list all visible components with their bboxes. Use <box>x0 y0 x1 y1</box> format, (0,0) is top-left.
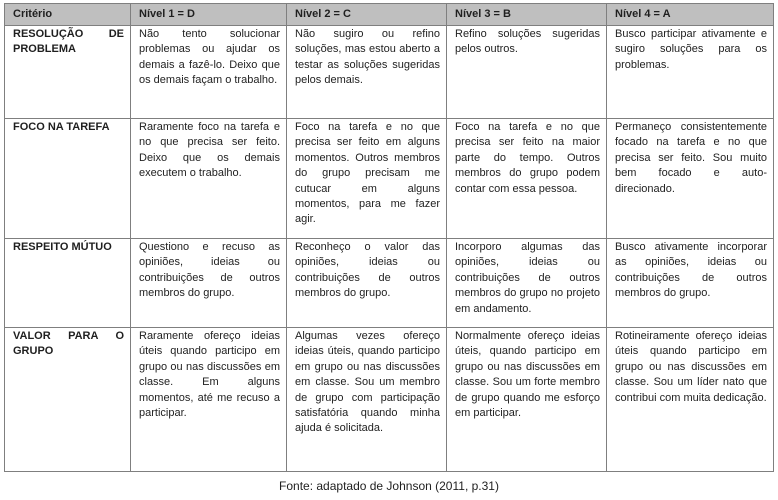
criterion-cell: RESOLUÇÃO DE PROBLEMA <box>5 26 131 119</box>
level-cell: Algumas vezes ofereço ideias úteis, quando participo em grupo ou nas discussões em classe. Sou um membro de grupo com participação satisfatória quando minha ajuda é solicitada. <box>287 328 447 472</box>
level-cell: Busco ativamente incorporar as opiniões, ideias ou contribuições de outros membros do grupo. <box>607 239 774 328</box>
table-row <box>5 26 774 119</box>
table-caption: Fonte: adaptado de Johnson (2011, p.31) <box>279 479 499 493</box>
level-cell: Rotineiramente ofereço ideias úteis quando participo em grupo ou nas discussões em classe. Sou um líder nato que contribui com muita dedicação. <box>607 328 774 472</box>
criterion-cell: FOCO NA TAREFA <box>5 119 131 239</box>
header-level-2: Nível 2 = C <box>287 4 447 26</box>
level-cell: Raramente ofereço ideias úteis quando participo em grupo ou nas discussões em classe. Em alguns momentos, até me recuso a participar. <box>131 328 287 472</box>
level-cell: Foco na tarefa e no que precisa ser feito na maior parte do tempo. Outros membros do grupo podem contar com essa pessoa. <box>447 119 607 239</box>
table-row <box>5 328 774 472</box>
header-row <box>5 4 774 26</box>
level-cell: Incorporo algumas das opiniões, ideias ou contribuições de outros membros do grupo no projeto em andamento. <box>447 239 607 328</box>
level-cell: Raramente foco na tarefa e no que precisa ser feito. Deixo que os demais executem o trabalho. <box>131 119 287 239</box>
level-cell: Permaneço consistentemente focado na tarefa e no que precisa ser feito. Sou muito bem focado e auto-direcionado. <box>607 119 774 239</box>
level-cell: Foco na tarefa e no que precisa ser feito em alguns momentos. Outros membros do grupo precisam me cutucar em alguns momentos, para me fazer agir. <box>287 119 447 239</box>
level-cell: Reconheço o valor das opiniões, ideias ou contribuições de outros membros do grupo. <box>287 239 447 328</box>
level-cell: Refino soluções sugeridas pelos outros. <box>447 26 607 119</box>
header-criterion: Critério <box>5 4 131 26</box>
header-level-3: Nível 3 = B <box>447 4 607 26</box>
level-cell: Não tento solucionar problemas ou ajudar os demais a fazê-lo. Deixo que os demais façam o trabalho. <box>131 26 287 119</box>
table-row <box>5 239 774 328</box>
level-cell: Busco participar ativamente e sugiro soluções para os problemas. <box>607 26 774 119</box>
criterion-cell: VALOR PARA O GRUPO <box>5 328 131 472</box>
level-cell: Não sugiro ou refino soluções, mas estou aberto a testar as soluções sugeridas pelos demais. <box>287 26 447 119</box>
rubric-table <box>4 3 774 472</box>
criterion-cell: RESPEITO MÚTUO <box>5 239 131 328</box>
table-row <box>5 119 774 239</box>
level-cell: Normalmente ofereço ideias úteis, quando participo em grupo ou nas discussões em classe. Sou um forte membro de grupo quando me esforço em participar. <box>447 328 607 472</box>
level-cell: Questiono e recuso as opiniões, ideias ou contribuições de outros membros do grupo. <box>131 239 287 328</box>
header-level-4: Nível 4 = A <box>607 4 774 26</box>
header-level-1: Nível 1 = D <box>131 4 287 26</box>
